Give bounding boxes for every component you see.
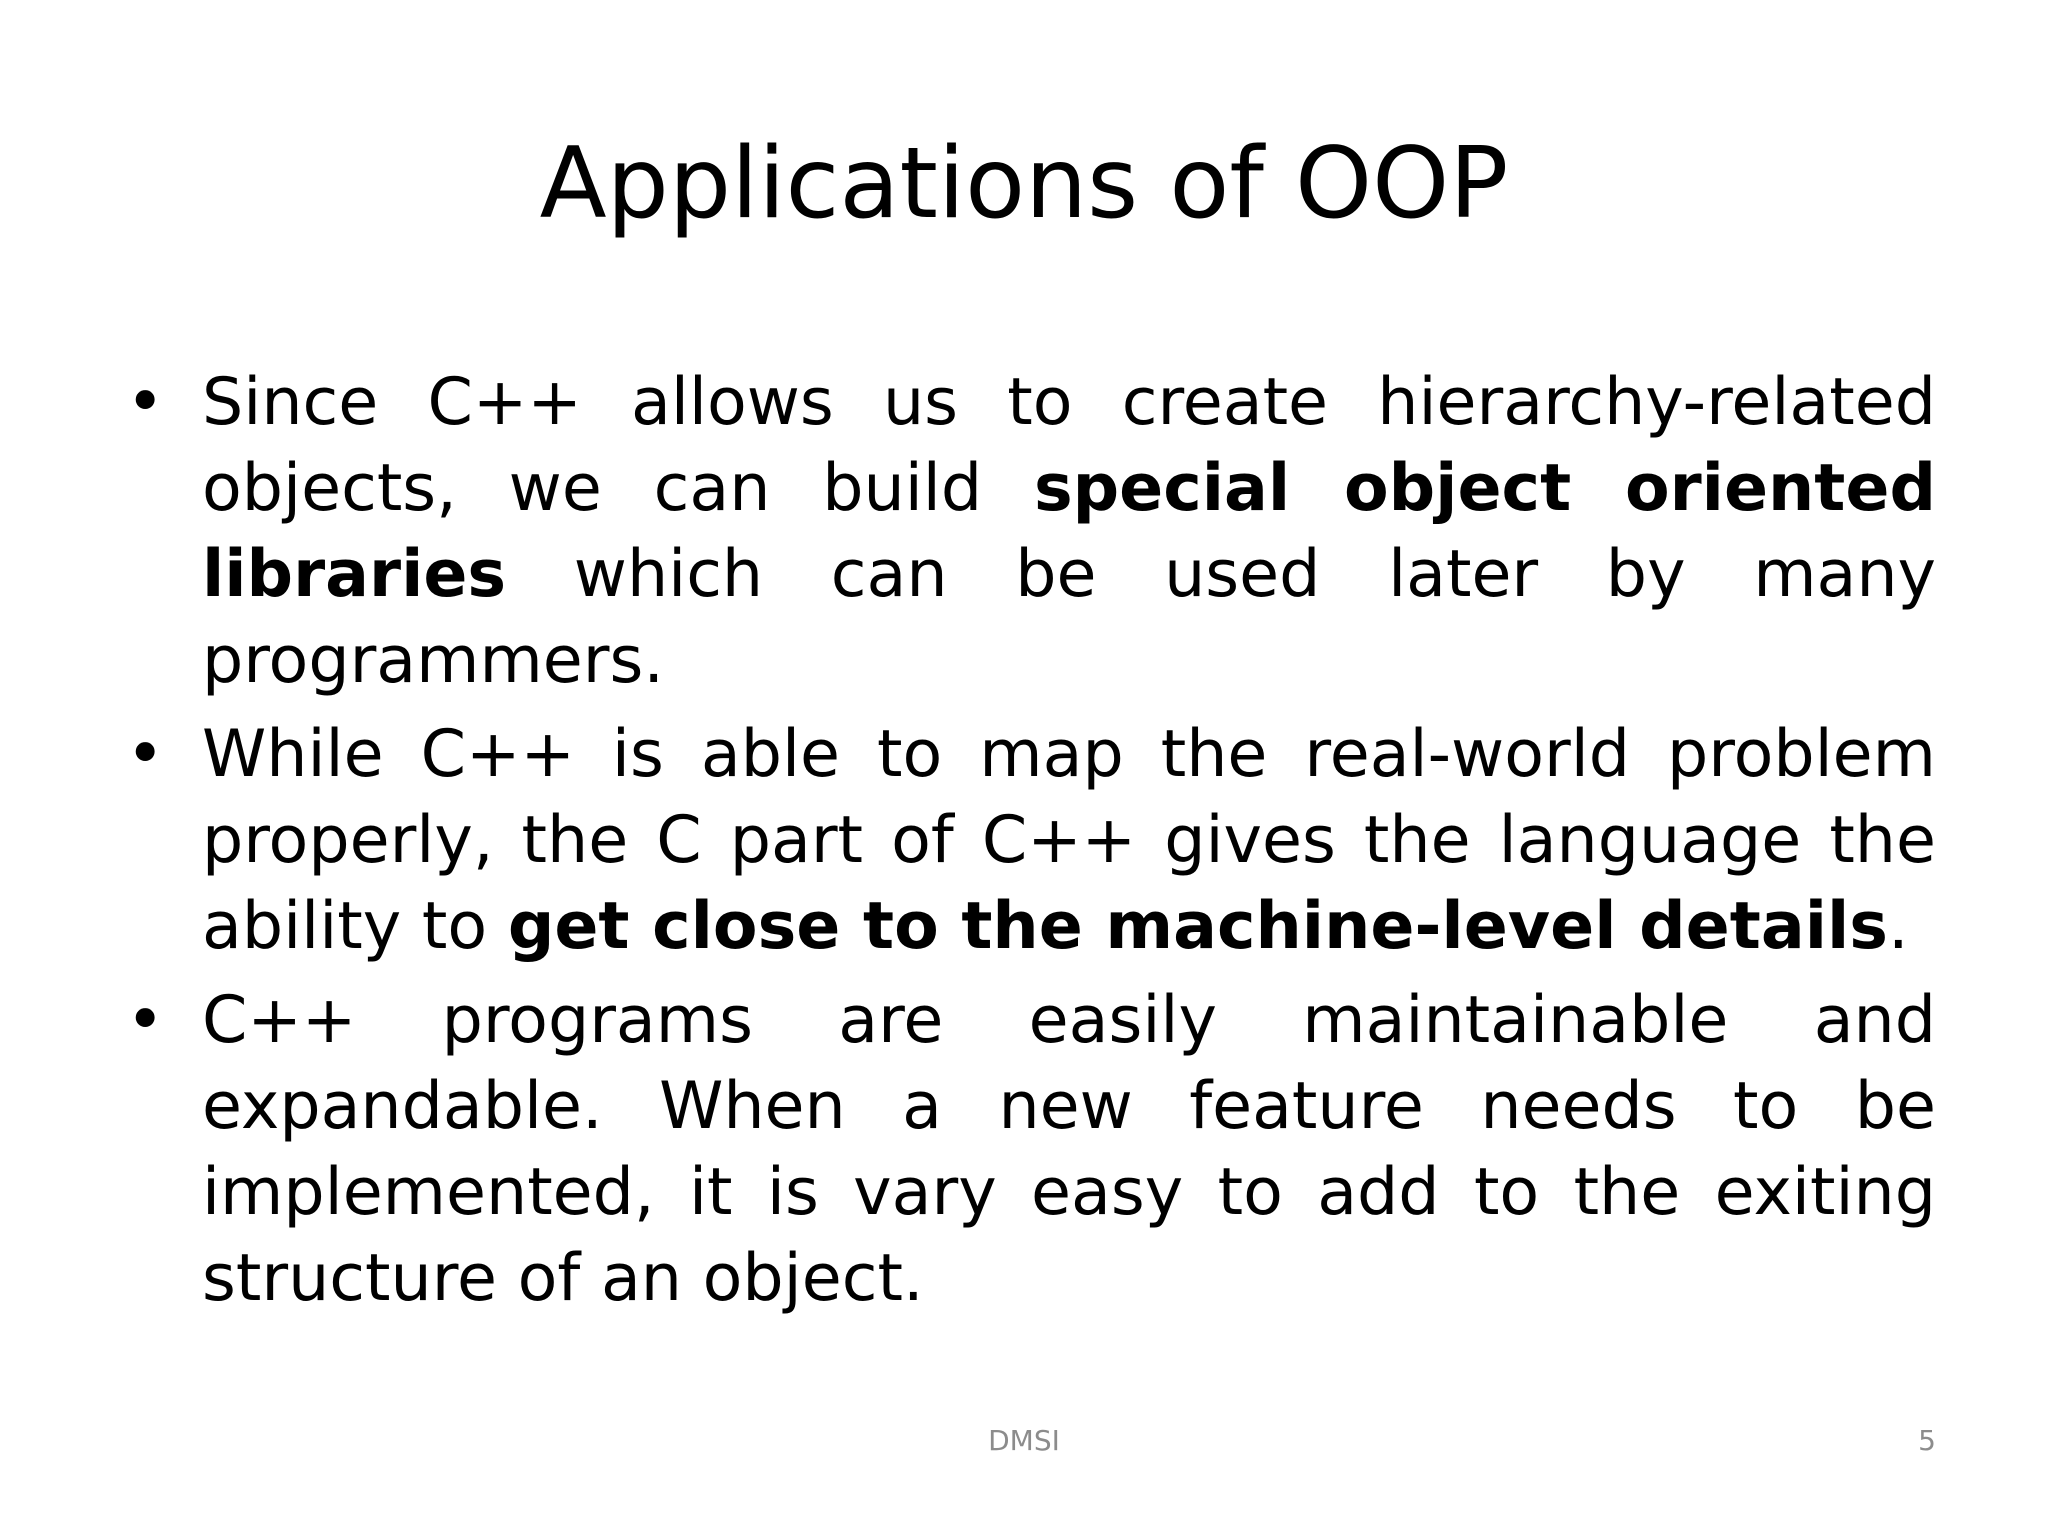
bullet-item <box>120 978 1936 1322</box>
footer-label: DMSI <box>988 1424 1060 1457</box>
bullet-text-segment: While C++ is able to map the real-world problem properly, the C part of C++ gives the language the ability to <box>202 717 1936 964</box>
slide-number: 5 <box>1918 1424 1936 1457</box>
bullet-item <box>120 712 1936 970</box>
bullet-text-bold-segment: special object oriented libraries <box>202 451 1936 612</box>
bullet-item <box>120 360 1936 704</box>
bullet-text-segment: Since C++ allows us to create hierarchy-related objects, we can build <box>202 365 1936 526</box>
bullet-dot-icon: • <box>126 983 165 1058</box>
bullet-text-segment: . <box>1887 889 1909 964</box>
bullet-dot-icon: • <box>126 365 165 440</box>
bullet-text-segment: C++ programs are easily maintainable and expandable. When a new feature needs to be implemented, it is vary easy to add to the exiting structure of an object. <box>202 983 1936 1316</box>
slide-title: Applications of OOP <box>539 127 1509 241</box>
bullet-text-segment: which can be used later by many programmers. <box>202 537 1936 698</box>
bullet-dot-icon: • <box>126 717 165 792</box>
bullet-list <box>120 360 1936 1330</box>
bullet-text-bold-segment: get close to the machine-level details <box>507 889 1888 964</box>
